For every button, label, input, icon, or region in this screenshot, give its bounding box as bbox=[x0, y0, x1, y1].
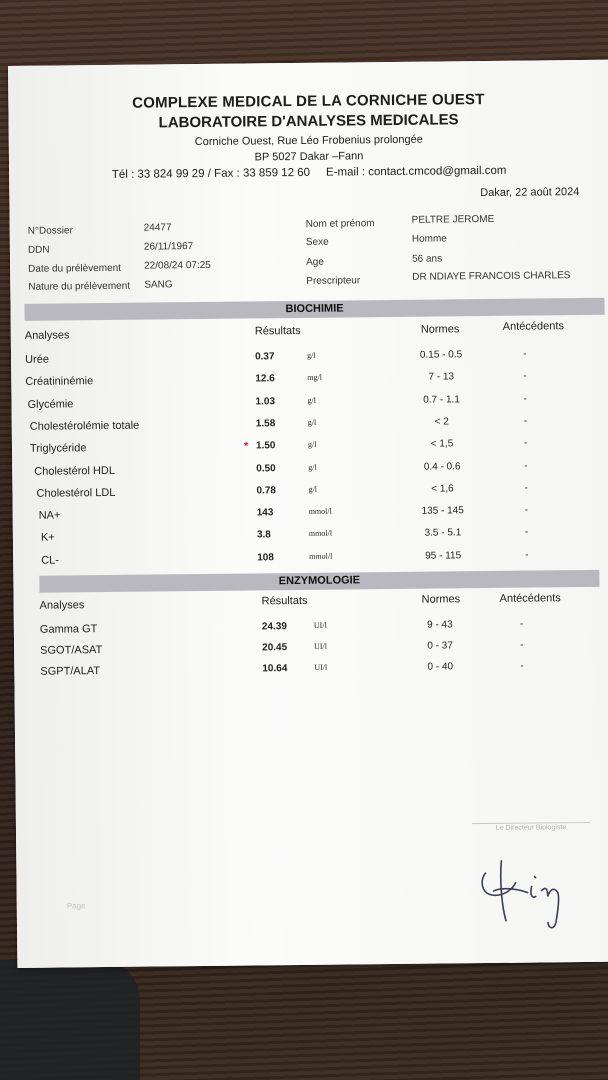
result-unit: UI/l bbox=[314, 641, 328, 651]
enz-col-analyses: Analyses bbox=[39, 599, 85, 612]
dossier-value: 24477 bbox=[143, 222, 172, 234]
ddn-value: 26/11/1967 bbox=[143, 241, 194, 253]
result-unit: mmol/l bbox=[309, 551, 333, 561]
faint-page-marker: Page bbox=[66, 901, 86, 911]
analysis-name: Glycémie bbox=[27, 397, 74, 411]
director-stamp: Le Directeur Biologiste bbox=[472, 822, 590, 832]
nom-label: Nom et prénom bbox=[305, 218, 375, 230]
normal-range: 0 - 37 bbox=[427, 640, 453, 652]
enz-col-resultats: Résultats bbox=[261, 594, 308, 608]
abnormal-flag: * bbox=[243, 440, 249, 453]
normal-range: 0.15 - 0.5 bbox=[419, 349, 463, 361]
normal-range: 95 - 115 bbox=[425, 549, 462, 562]
antecedent-value: - bbox=[520, 639, 524, 651]
result-unit: UI/l bbox=[314, 662, 328, 672]
signature bbox=[471, 850, 582, 941]
result-value: 1.58 bbox=[255, 418, 276, 430]
result-value: 3.8 bbox=[256, 529, 271, 541]
result-value: 1.03 bbox=[255, 395, 276, 408]
analysis-name: Cholestérol LDL bbox=[36, 486, 116, 500]
nom-value: PELTRE JEROME bbox=[411, 213, 495, 226]
result-unit: g/l bbox=[307, 439, 317, 450]
prescripteur-label: Prescripteur bbox=[306, 275, 361, 287]
sexe-label: Sexe bbox=[305, 236, 329, 248]
result-unit: UI/l bbox=[313, 620, 327, 630]
analysis-name: Cholestérol HDL bbox=[34, 464, 116, 478]
result-value: 0.37 bbox=[255, 351, 275, 363]
nature-prelevement-label: Nature du prélèvement bbox=[28, 280, 131, 293]
antecedent-value: - bbox=[523, 393, 527, 405]
result-unit: g/l bbox=[307, 395, 317, 405]
normal-range: 9 - 43 bbox=[427, 619, 453, 631]
result-unit: g/l bbox=[308, 484, 317, 494]
normal-range: 3.5 - 5.1 bbox=[424, 527, 462, 540]
result-value: 10.64 bbox=[262, 663, 288, 675]
bio-col-resultats: Résultats bbox=[254, 324, 301, 338]
prescripteur-value: DR NDIAYE FRANCOIS CHARLES bbox=[412, 270, 571, 283]
normal-range: < 2 bbox=[434, 416, 449, 428]
sexe-value: Homme bbox=[411, 233, 447, 245]
result-unit: g/l bbox=[308, 462, 317, 472]
antecedent-value: - bbox=[523, 370, 527, 382]
normal-range: 0.4 - 0.6 bbox=[423, 460, 461, 473]
normal-range: < 1,6 bbox=[431, 483, 454, 495]
normal-range: 0 - 40 bbox=[427, 661, 454, 673]
nature-prelevement-value: SANG bbox=[144, 279, 173, 291]
analysis-name: Cholestérolémie totale bbox=[29, 419, 140, 433]
biochimie-band bbox=[24, 298, 604, 321]
normal-range: 135 - 145 bbox=[421, 505, 464, 517]
date-prelevement-value: 22/08/24 07:25 bbox=[144, 259, 211, 272]
address-line-1: Corniche Ouest, Rue Léo Frobenius prolongée bbox=[194, 133, 423, 149]
enzymologie-title: ENZYMOLOGIE bbox=[278, 574, 361, 588]
contact-line: Tél : 33 824 99 29 / Fax : 33 859 12 60 E-mail : contact.cmcod@gmail.com bbox=[111, 164, 507, 181]
dossier-label: N°Dossier bbox=[27, 225, 73, 237]
analysis-name: SGPT/ALAT bbox=[40, 665, 101, 678]
normal-range: 0.7 - 1.1 bbox=[423, 393, 460, 406]
ddn-label: DDN bbox=[27, 244, 50, 256]
report-date: Dakar, 22 août 2024 bbox=[480, 186, 580, 200]
antecedent-value: - bbox=[523, 415, 528, 427]
antecedent-value: - bbox=[525, 549, 529, 561]
age-label: Age bbox=[306, 256, 324, 268]
analysis-name: Triglycéride bbox=[29, 442, 87, 455]
result-value: 108 bbox=[257, 551, 274, 564]
analysis-name: K+ bbox=[40, 531, 55, 545]
antecedent-value: - bbox=[519, 618, 524, 630]
bio-col-antecedents: Antécédents bbox=[502, 320, 564, 333]
result-value: 0.50 bbox=[256, 462, 276, 474]
laboratory-name: LABORATOIRE D'ANALYSES MEDICALES bbox=[158, 111, 459, 132]
result-unit: g/l bbox=[307, 417, 317, 427]
result-unit: mmol/l bbox=[308, 529, 333, 539]
address-line-2: BP 5027 Dakar –Fann bbox=[254, 150, 364, 164]
result-value: 1.50 bbox=[255, 440, 276, 452]
analysis-name: Gamma GT bbox=[39, 623, 98, 636]
bio-col-analyses: Analyses bbox=[24, 329, 70, 342]
antecedent-value: - bbox=[524, 526, 529, 539]
enz-col-antecedents: Antécédents bbox=[499, 592, 561, 605]
result-value: 20.45 bbox=[262, 642, 288, 654]
result-unit: mg/l bbox=[307, 373, 322, 383]
date-prelevement-label: Date du prélèvement bbox=[28, 262, 122, 275]
analysis-name: Urée bbox=[25, 353, 49, 366]
bio-col-normes: Normes bbox=[420, 323, 460, 336]
result-unit: mmol/l bbox=[308, 506, 332, 516]
antecedent-value: - bbox=[522, 348, 527, 360]
clinic-name: COMPLEXE MEDICAL DE LA CORNICHE OUEST bbox=[132, 91, 485, 112]
age-value: 56 ans bbox=[411, 253, 443, 265]
antecedent-value: - bbox=[524, 504, 529, 516]
antecedent-value: - bbox=[523, 437, 528, 449]
result-value: 24.39 bbox=[261, 621, 287, 633]
lab-report-sheet bbox=[8, 60, 608, 968]
result-value: 143 bbox=[256, 507, 274, 519]
background-shadow bbox=[0, 960, 140, 1080]
analysis-name: CL- bbox=[41, 554, 59, 567]
normal-range: < 1,5 bbox=[430, 438, 454, 450]
result-value: 12.6 bbox=[255, 373, 275, 385]
antecedent-value: - bbox=[524, 460, 528, 472]
normal-range: 7 - 13 bbox=[428, 371, 455, 383]
result-value: 0.78 bbox=[256, 485, 276, 497]
enz-col-normes: Normes bbox=[421, 593, 461, 606]
result-unit: g/l bbox=[306, 350, 316, 360]
analysis-name: NA+ bbox=[38, 509, 61, 522]
antecedent-value: - bbox=[520, 660, 524, 672]
analysis-name: Créatininémie bbox=[25, 375, 94, 389]
antecedent-value: - bbox=[524, 482, 528, 494]
biochimie-title: BIOCHIMIE bbox=[285, 302, 344, 316]
analysis-name: SGOT/ASAT bbox=[40, 644, 103, 657]
